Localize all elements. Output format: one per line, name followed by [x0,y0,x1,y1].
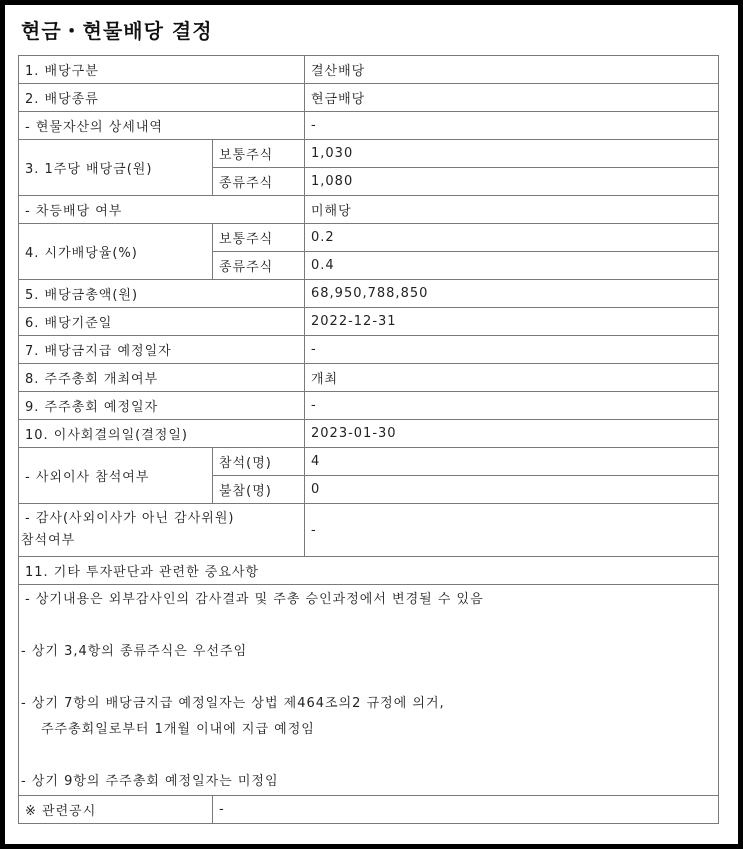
row-value: 0 [305,476,719,504]
table-row [19,224,719,252]
row-label: 5. 배당금총액(원) [19,280,305,308]
table-row [19,56,719,84]
table-row [19,308,719,336]
table-row [19,392,719,420]
row-label-line: - 감사(사외이사가 아닌 감사위원) [25,511,235,526]
row-label: 1. 배당구분 [19,56,305,84]
note-line: - 상기 9항의 주주총회 예정일자는 미정임 [21,774,279,789]
row-label-line: 참석여부 [21,533,76,548]
row-value: - [305,392,719,420]
row-value: 1,080 [305,168,719,196]
row-value: - [305,336,719,364]
table-row [19,504,719,557]
row-label: - 현물자산의 상세내역 [19,112,305,140]
table-row [19,140,719,168]
table-row [19,84,719,112]
table-row [19,557,719,585]
table-row [19,420,719,448]
row-value: 1,030 [305,140,719,168]
row-value: 4 [305,448,719,476]
table-row [19,112,719,140]
table-row [19,280,719,308]
row-label: 4. 시가배당율(%) [19,224,213,280]
dividend-disclosure-table [18,55,719,824]
row-value: - [305,112,719,140]
row-label: 6. 배당기준일 [19,308,305,336]
row-sublabel: 불참(명) [213,476,305,504]
row-label: 9. 주주총회 예정일자 [19,392,305,420]
row-label: 7. 배당금지급 예정일자 [19,336,305,364]
table-row [19,364,719,392]
table-row [19,336,719,364]
table-row [19,196,719,224]
row-value: - [305,504,719,557]
section-heading: 11. 기타 투자판단과 관련한 중요사항 [19,557,719,585]
row-value: 미해당 [305,196,719,224]
table-row [19,448,719,476]
row-label: - 차등배당 여부 [19,196,305,224]
row-label: 3. 1주당 배당금(원) [19,140,213,196]
notes-cell [19,585,719,796]
note-line: - 상기 3,4항의 종류주식은 우선주임 [21,644,248,659]
row-label: 2. 배당종류 [19,84,305,112]
row-label: 10. 이사회결의일(결정일) [19,420,305,448]
row-label: 8. 주주총회 개최여부 [19,364,305,392]
row-value: 0.2 [305,224,719,252]
row-sublabel: 종류주식 [213,252,305,280]
disclosure-page [5,5,738,844]
row-value: 2023-01-30 [305,420,719,448]
row-sublabel: 보통주식 [213,224,305,252]
note-line: - 상기 7항의 배당금지급 예정일자는 상법 제464조의2 규정에 의거, [21,696,445,711]
row-value: 2022-12-31 [305,308,719,336]
row-value: 0.4 [305,252,719,280]
row-value: - [213,796,719,824]
row-sublabel: 참석(명) [213,448,305,476]
row-value: 현금배당 [305,84,719,112]
row-sublabel: 보통주식 [213,140,305,168]
row-value: 68,950,788,850 [305,280,719,308]
note-line: 주주총회일로부터 1개월 이내에 지급 예정임 [41,722,315,737]
row-label: - 사외이사 참석여부 [19,448,213,504]
note-line: - 상기내용은 외부감사인의 감사결과 및 주총 승인과정에서 변경될 수 있음 [25,592,484,607]
row-sublabel: 종류주식 [213,168,305,196]
row-value: 개최 [305,364,719,392]
table-row [19,796,719,824]
page-title: 현금・현물배당 결정 [21,19,213,43]
table-row [19,585,719,796]
row-value: 결산배당 [305,56,719,84]
row-label: ※ 관련공시 [19,796,213,824]
row-label [19,504,305,557]
